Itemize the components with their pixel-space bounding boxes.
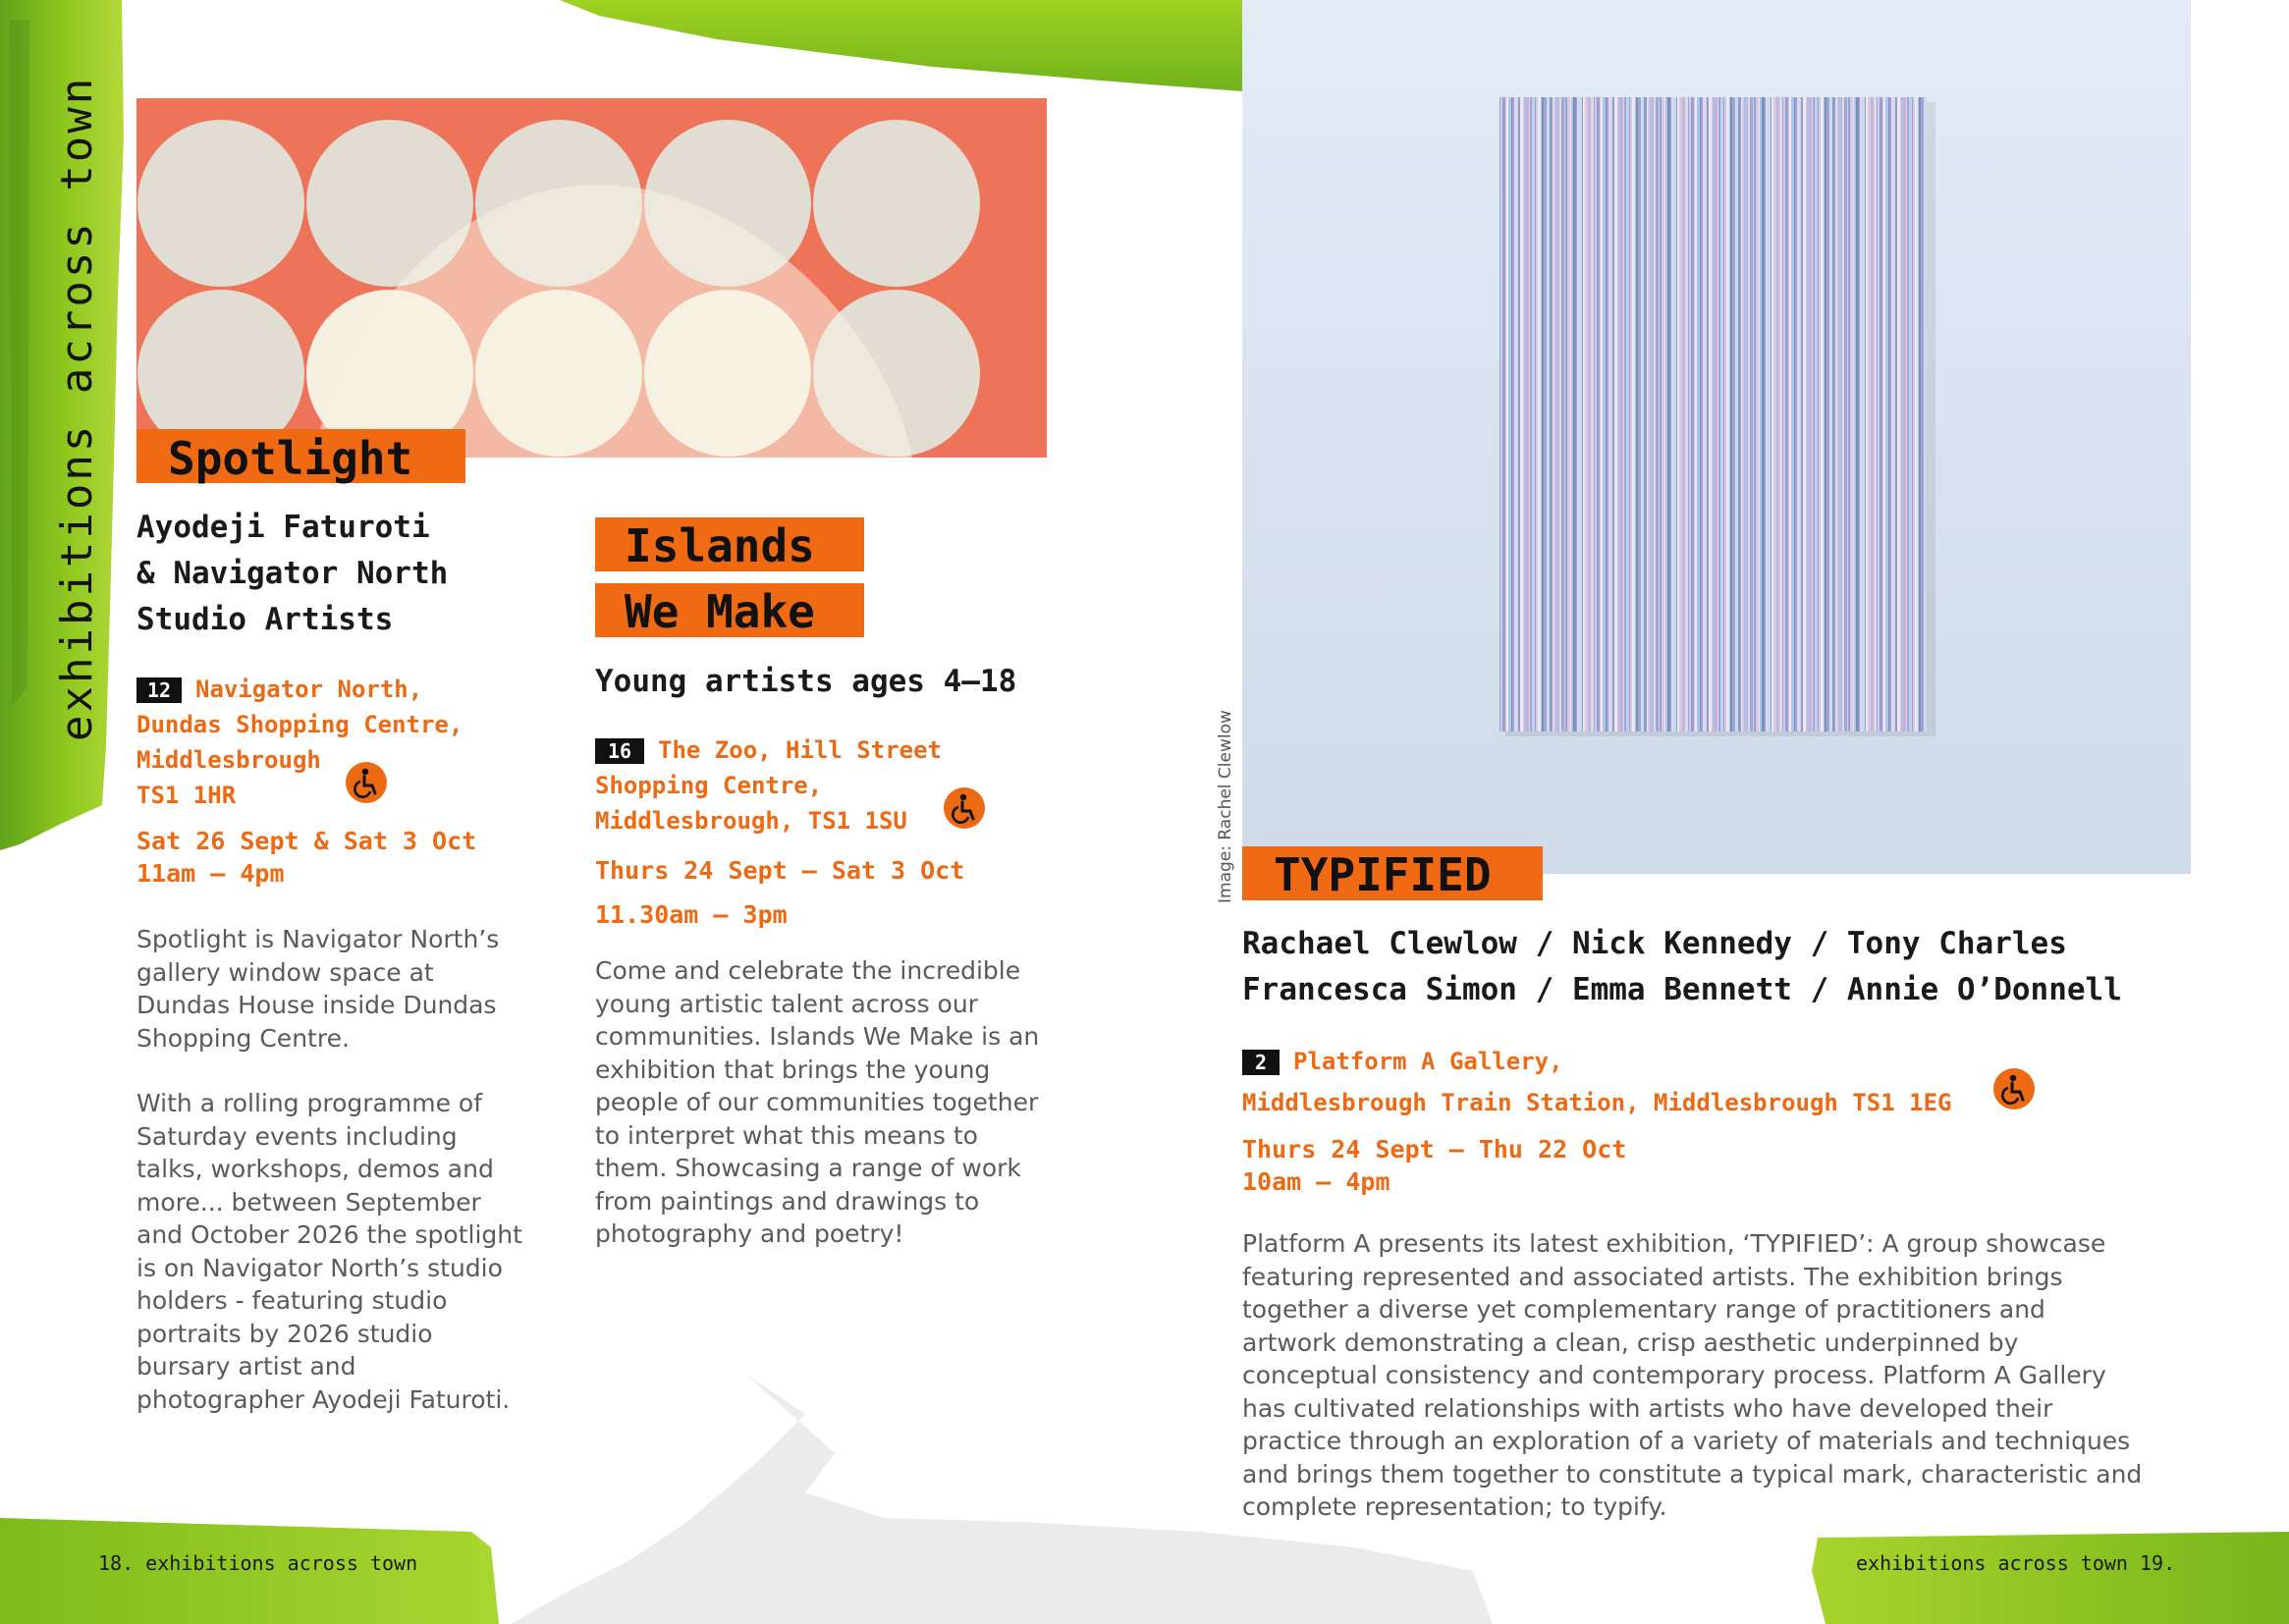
spotlight-description [136,923,529,1416]
footer-right-page-label: exhibitions across town 19. [1856,1551,2176,1575]
typified-description [1242,1227,2146,1524]
islands-venue-line: Middlesbrough, TS1 1SU [595,807,907,835]
spotlight-artist-line: Ayodeji Faturoti [136,510,430,545]
typified-date-range: Thurs 24 Sept – Thu 22 Oct [1242,1135,1627,1164]
image-credit: Image: Rachel Clewlow [1216,710,1235,903]
islands-dates [595,848,964,937]
venue-number-badge: 2 [1242,1050,1280,1075]
spotlight-venue-line: Middlesbrough [136,746,321,774]
venue-number-badge: 12 [136,677,182,703]
typified-title-text: TYPIFIED [1274,848,1492,901]
spotlight-artist-line: & Navigator North [136,556,449,591]
typified-dates [1242,1133,1626,1198]
typified-venue-line: Platform A Gallery, [1293,1048,1563,1075]
typified-time: 10am – 4pm [1242,1167,1390,1196]
spotlight-artist-line: Studio Artists [136,602,394,637]
typified-artist-line: Francesca Simon / Emma Bennett / Annie O’Donnell [1242,972,2122,1007]
footer-left-page-label: 18. exhibitions across town [98,1551,418,1575]
islands-paragraph: Come and celebrate the incredible young artistic talent across our communities. Islands We Make is an exhibition that brings the young people of our communities together to interpret what this means to them. Showcasing a range of work from paintings and drawings to photography and poetry! [595,956,1040,1248]
spotlight-date-range: Sat 26 Sept & Sat 3 Oct [136,827,477,855]
wheelchair-icon [944,787,985,829]
islands-title-line2 [595,583,864,637]
islands-subtitle: Young artists ages 4–18 [595,664,1017,699]
side-heading: exhibitions across town [52,75,102,741]
islands-venue [595,732,942,839]
spotlight-dates [136,825,476,890]
typified-title [1242,846,1543,900]
spotlight-venue [136,672,463,813]
spotlight-paragraph: With a rolling programme of Saturday events including talks, workshops, demos and more... between September and October 2026 the spotlight is on Navigator North’s studio holders - featuring studio portraits by 2026 studio bursary artist and photographer Ayodeji Faturoti. [136,1089,522,1414]
spotlight-title-text: Spotlight [168,432,413,485]
islands-date-range: Thurs 24 Sept – Sat 3 Oct [595,856,965,885]
spotlight-title [136,429,465,483]
spotlight-artists [136,505,448,643]
green-paint-bottom-right [1812,1532,2289,1624]
islands-description [595,954,1052,1251]
typified-paragraph: Platform A presents its latest exhibition, ‘TYPIFIED’: A group showcase featuring represented and associated artists. The exhibition brings together a diverse yet complementary range of practitioners and artwork demonstrating a clean, crisp aesthetic underpinned by conceptual consistency and contemporary process. Platform A Gallery has cultivated relationships with artists who have developed their practice through an exploration of a variety of materials and techniques and brings them together to constitute a typical mark, characteristic and complete representation; to typify. [1242,1229,2143,1521]
islands-time: 11.30am – 3pm [595,900,788,929]
typified-artist-line: Rachael Clewlow / Nick Kennedy / Tony Charles [1242,926,2067,961]
spotlight-time: 11am – 4pm [136,859,285,888]
wheelchair-icon [346,762,387,803]
venue-number-badge: 16 [595,738,644,764]
spotlight-venue-line: Dundas Shopping Centre, [136,711,463,738]
typified-artists [1242,921,2122,1013]
green-paint-top-strip [560,0,1355,108]
islands-venue-line: Shopping Centre, [595,772,823,799]
spotlight-venue-line: TS1 1HR [136,782,237,809]
spotlight-venue-line: Navigator North, [195,676,423,703]
islands-venue-line: The Zoo, Hill Street [658,736,942,764]
typified-venue [1242,1041,1951,1123]
islands-title-line1 [595,517,864,571]
spotlight-paragraph: Spotlight is Navigator North’s gallery window space at Dundas House inside Dundas Shopping Centre. [136,925,500,1053]
stripe-painting [1499,97,1927,731]
spotlight-artwork [136,98,1047,461]
typified-artwork-photo [1242,0,2191,878]
islands-title-text: We Make [625,585,815,638]
typified-venue-line: Middlesbrough Train Station, Middlesbrough TS1 1EG [1242,1089,1952,1116]
wheelchair-icon [1993,1068,2035,1110]
islands-title-text: Islands [625,519,815,572]
